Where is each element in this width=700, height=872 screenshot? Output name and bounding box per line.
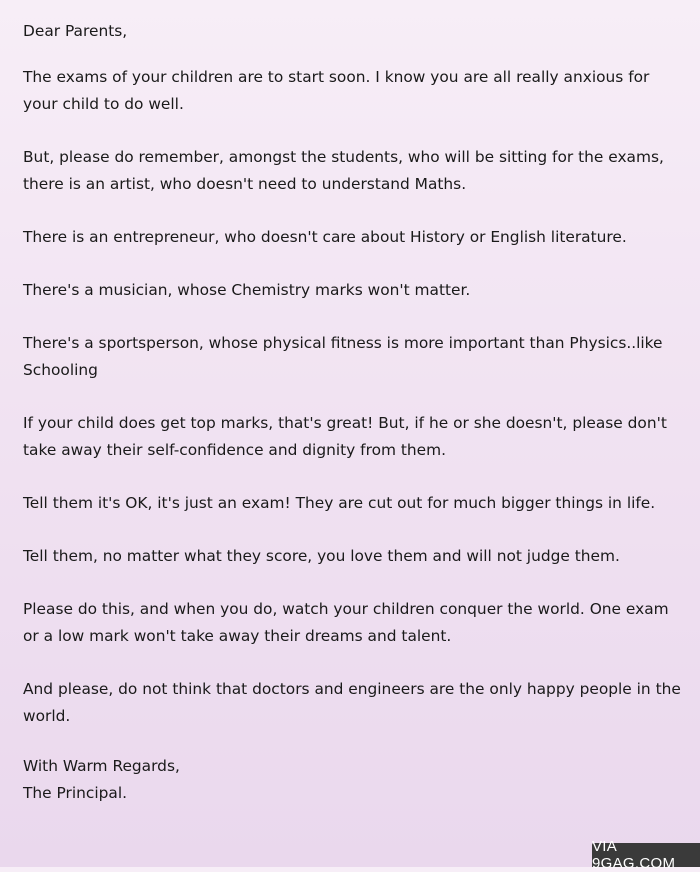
letter-paragraph: Please do this, and when you do, watch your children conquer the world. One exam or a low mark won't take away their dreams and talent. — [23, 600, 669, 645]
letter-paragraph: But, please do remember, amongst the students, who will be sitting for the exams, there is an artist, who doesn't need to understand Maths. — [23, 148, 664, 193]
letter-greeting: Dear Parents, — [23, 22, 128, 40]
letter-paragraph: There's a musician, whose Chemistry marks won't matter. — [23, 281, 471, 299]
letter-closing: With Warm Regards, — [23, 757, 180, 775]
letter-paragraph: If your child does get top marks, that's great! But, if he or she doesn't, please don't take away their self-confidence and dignity from them. — [23, 414, 667, 459]
letter — [23, 18, 683, 807]
letter-signoff — [23, 753, 683, 807]
letter-paragraph: Tell them it's OK, it's just an exam! They are cut out for much bigger things in life. — [23, 494, 656, 512]
letter-paragraph: And please, do not think that doctors and engineers are the only happy people in the world. — [23, 680, 681, 725]
letter-paragraph: There is an entrepreneur, who doesn't care about History or English literature. — [23, 228, 627, 246]
letter-paragraph: The exams of your children are to start soon. I know you are all really anxious for your child to do well. — [23, 68, 650, 113]
letter-paragraph: There's a sportsperson, whose physical fitness is more important than Physics..like Schooling — [23, 334, 663, 379]
letter-paragraph: Tell them, no matter what they score, you love them and will not judge them. — [23, 547, 620, 565]
watermark-badge: VIA 9GAG.COM — [592, 843, 700, 867]
letter-signature: The Principal. — [23, 784, 127, 802]
